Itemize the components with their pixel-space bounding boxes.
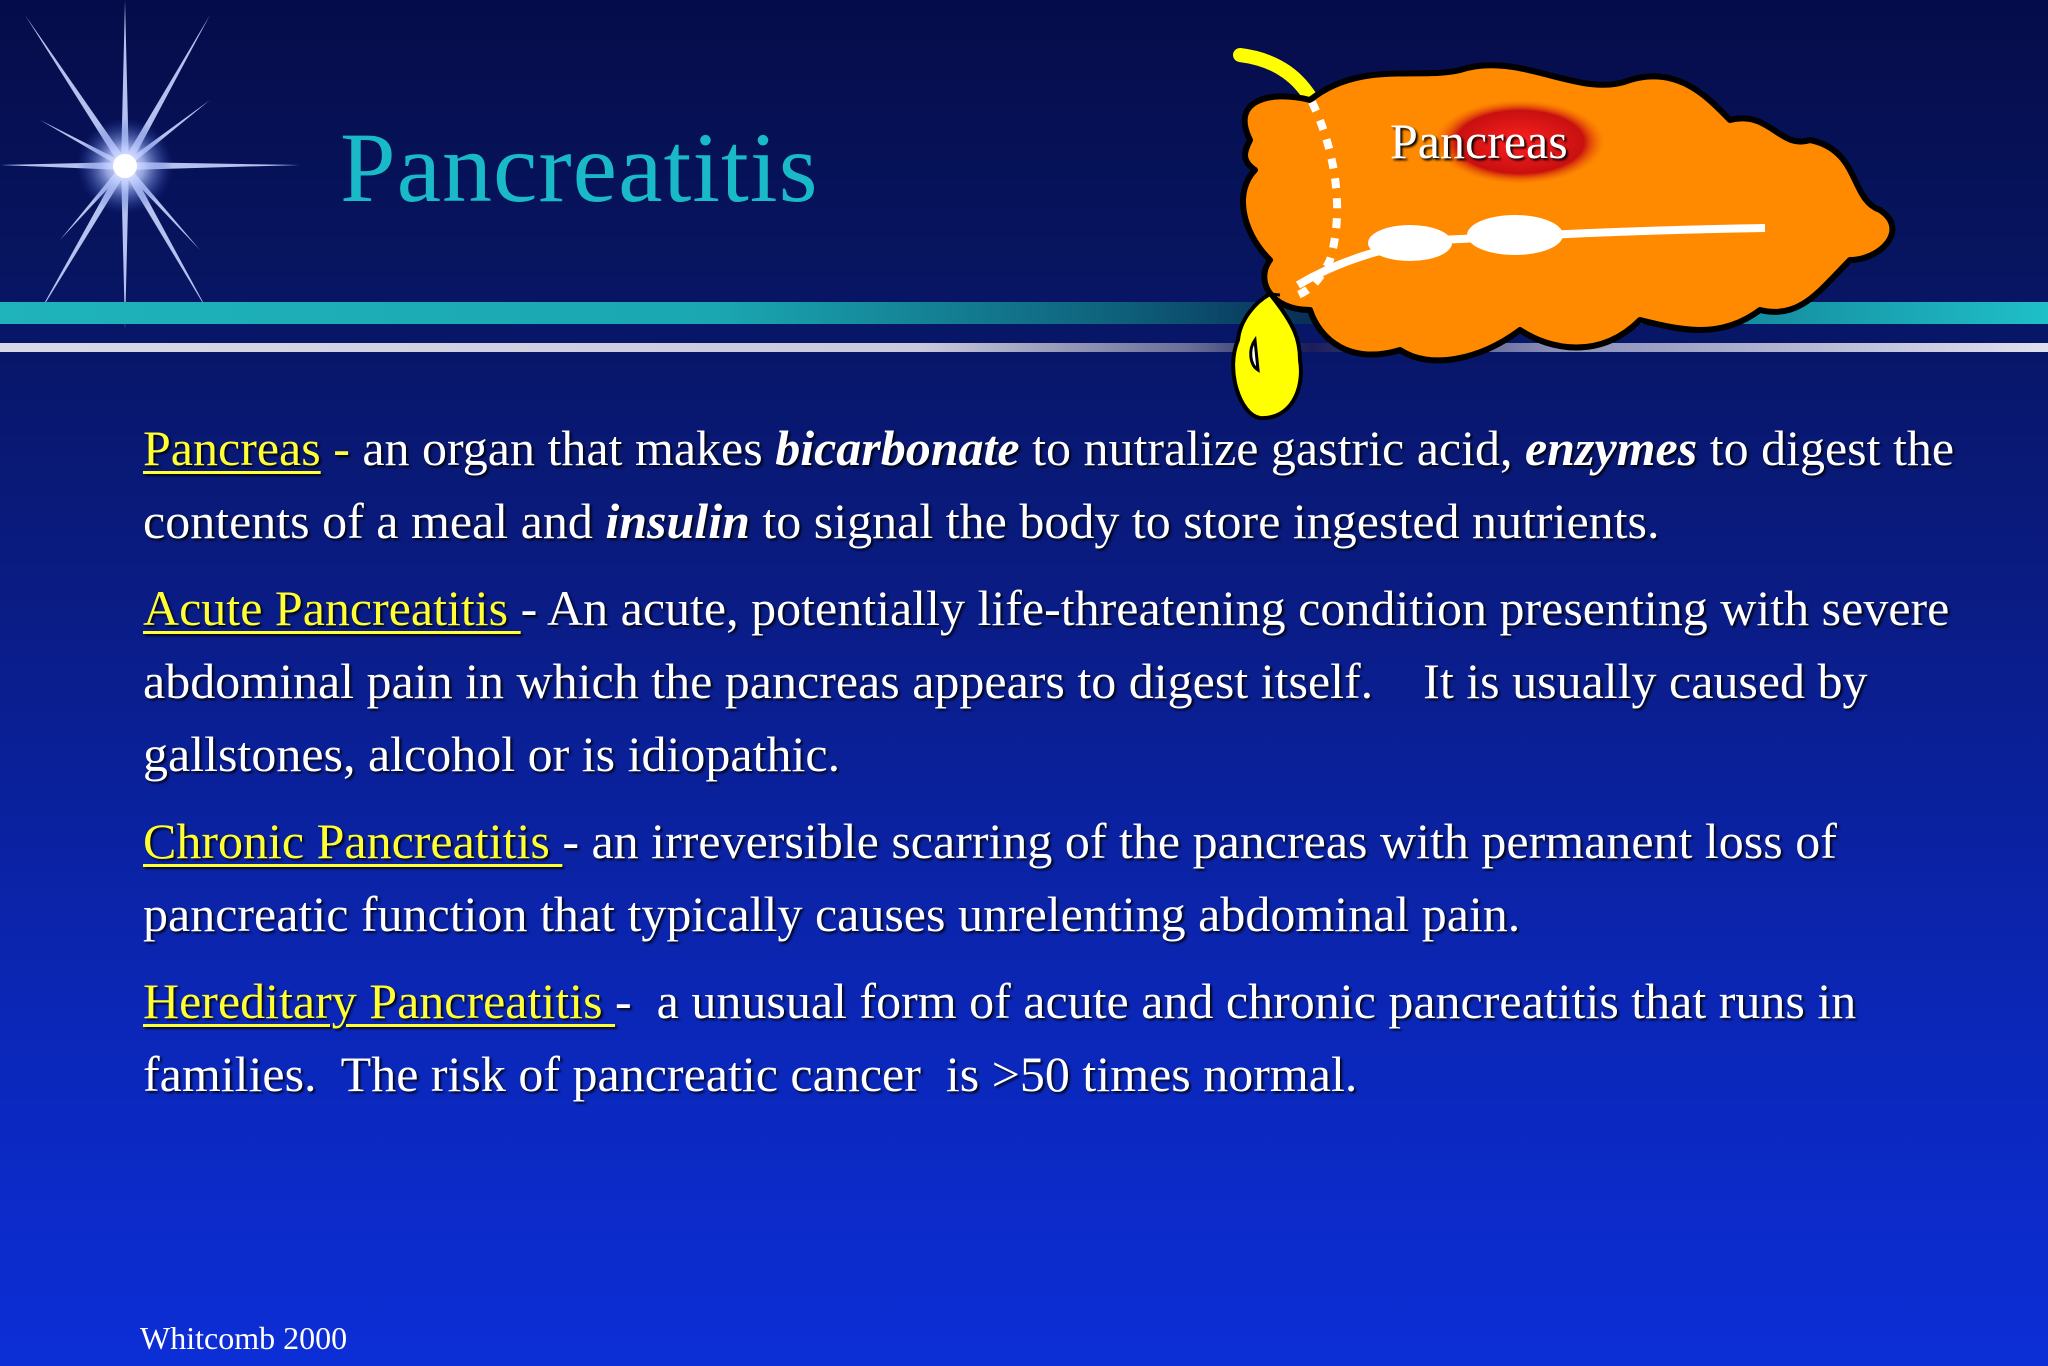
- emphasis-insulin: insulin: [605, 493, 750, 549]
- definition-pancreas: [143, 412, 1973, 558]
- term-chronic-pancreatitis: Chronic Pancreatitis: [143, 813, 563, 869]
- definition-text: to signal the body to store ingested nutrients.: [749, 493, 1660, 549]
- term-acute-pancreatitis: Acute Pancreatitis: [143, 580, 521, 636]
- definition-acute: [143, 572, 1973, 791]
- term-separator: -: [320, 420, 363, 476]
- definition-text: - an irreversible scarring of the pancreas with permanent loss of pancreatic function that typically causes unrelenting abdominal pain.: [143, 813, 1837, 942]
- definitions-list: [143, 412, 1973, 1125]
- term-pancreas: Pancreas: [143, 420, 321, 476]
- definition-text: to digest the contents of a meal and: [143, 420, 1955, 549]
- definition-hereditary: [143, 965, 1973, 1111]
- definition-text: - a unusual form of acute and chronic pancreatitis that runs in families. The risk of pancreatic cancer is >50 times normal.: [143, 973, 1869, 1102]
- emphasis-bicarbonate: bicarbonate: [775, 420, 1020, 476]
- slide-title: Pancreatitis: [340, 112, 819, 223]
- term-hereditary-pancreatitis: Hereditary Pancreatitis: [143, 973, 616, 1029]
- organ-label: Pancreas: [1390, 113, 1568, 169]
- definition-chronic: [143, 805, 1973, 951]
- definition-text: - An acute, potentially life-threatening condition presenting with severe abdominal pain in which the pancreas appears to digest itself. It is usually caused by gallstones, alcohol or is idiopathic.: [143, 580, 1962, 782]
- emphasis-enzymes: enzymes: [1524, 420, 1698, 476]
- definition-text: an organ that makes: [362, 420, 776, 476]
- source-citation: Whitcomb 2000: [140, 1320, 348, 1356]
- pancreas-illustration: [1160, 40, 1920, 430]
- definition-text: to nutralize gastric acid,: [1019, 420, 1525, 476]
- sparkle-star-icon: [0, 0, 310, 330]
